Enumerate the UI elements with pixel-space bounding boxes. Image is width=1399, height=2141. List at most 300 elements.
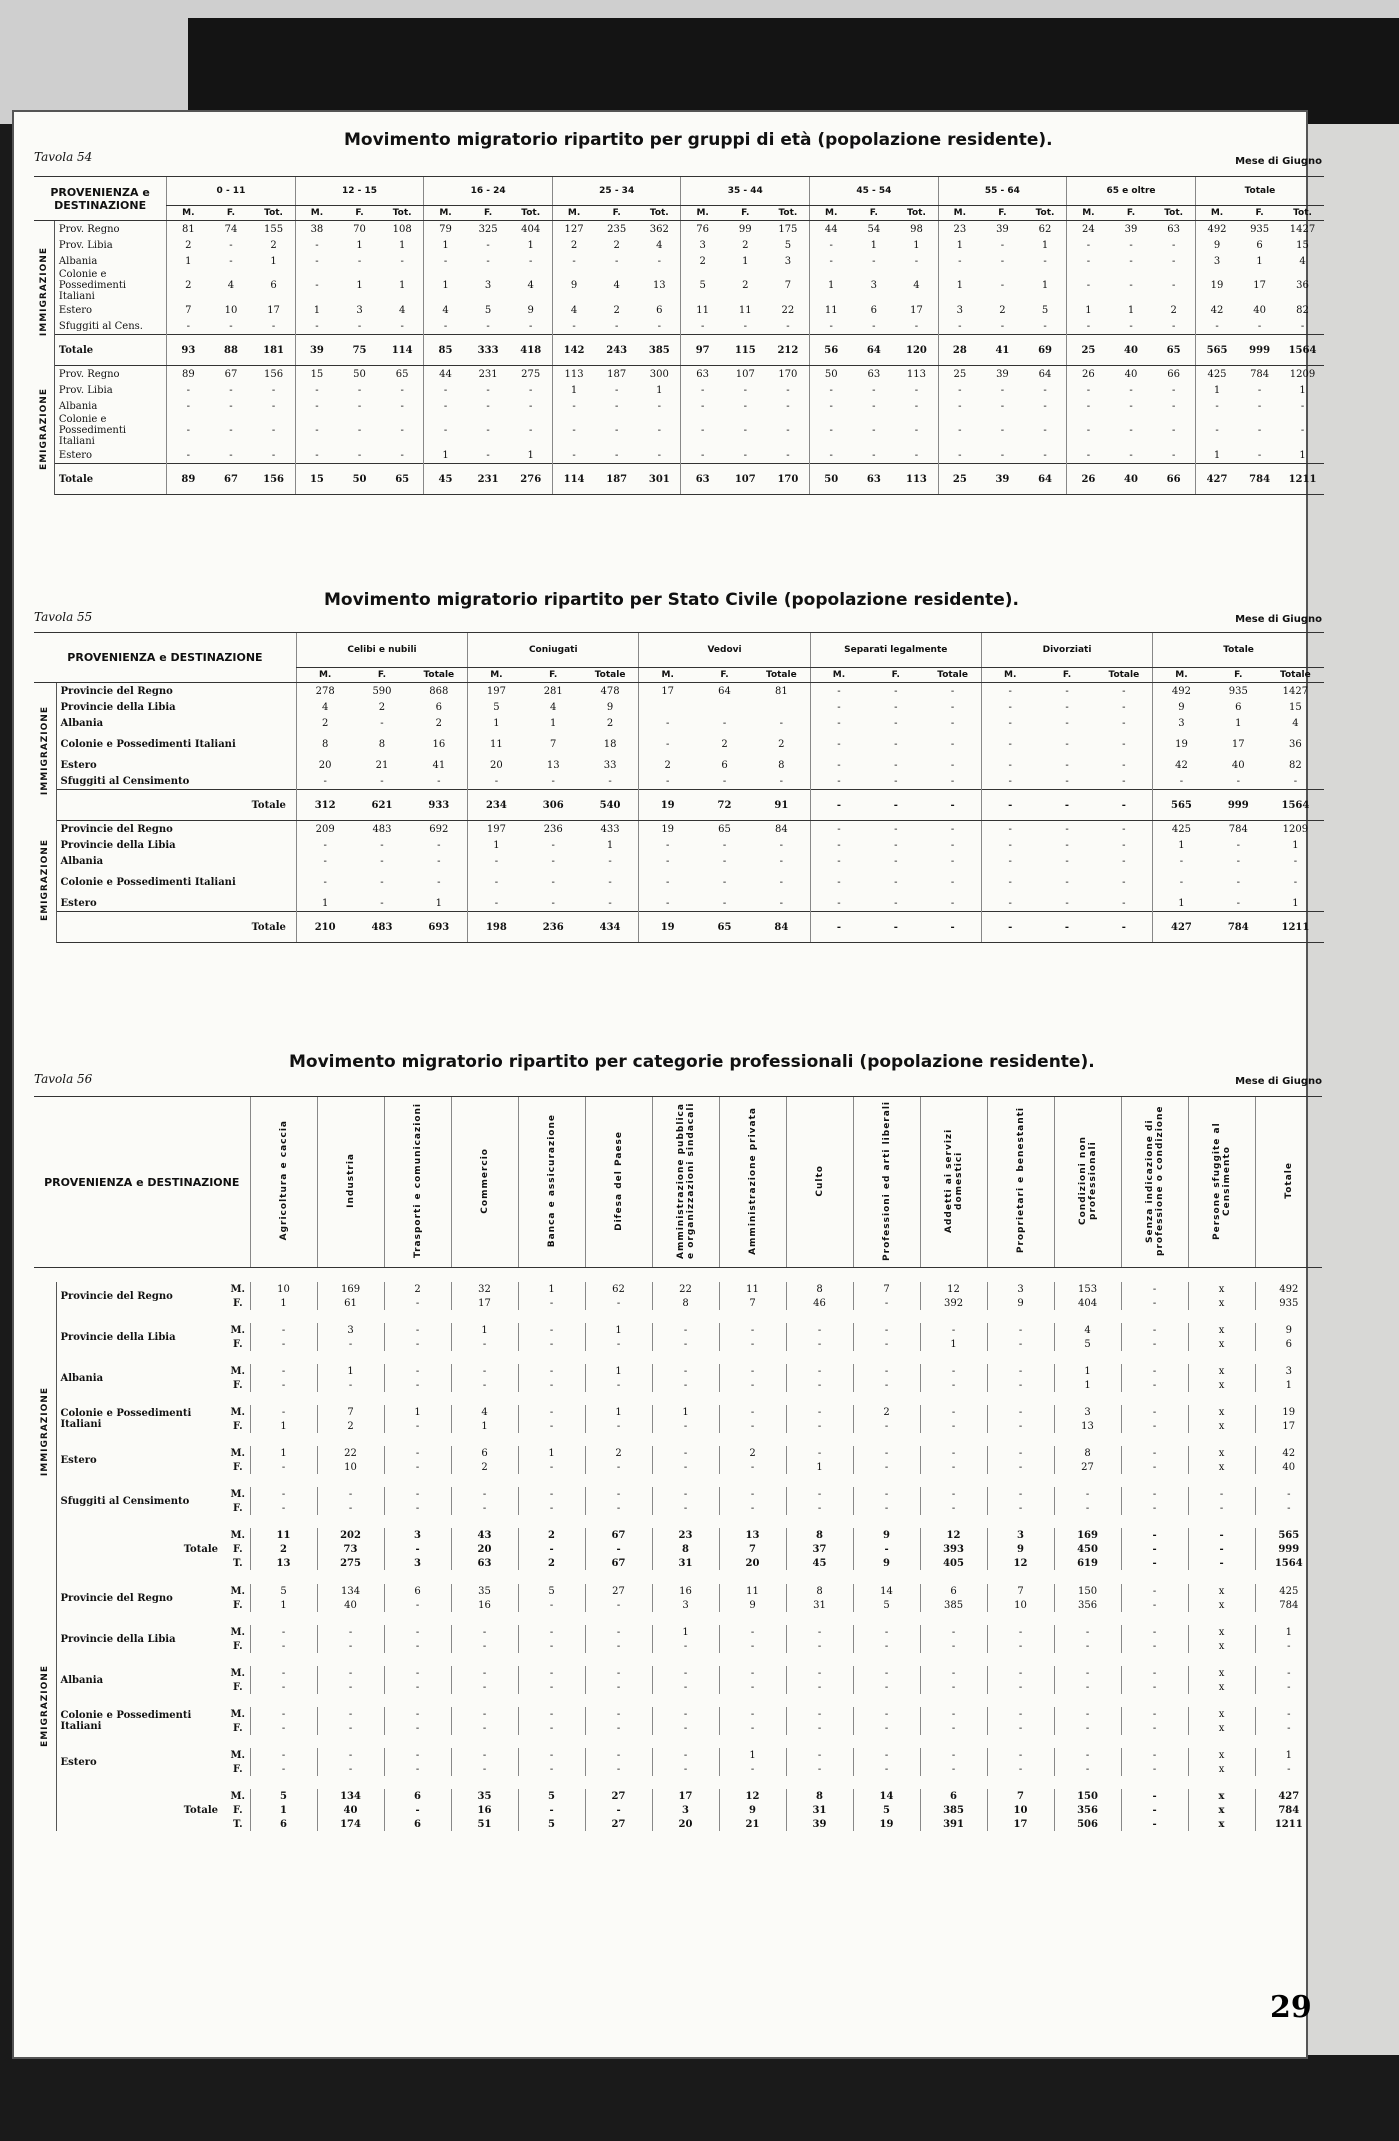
sex-subheader: M. [681, 206, 724, 221]
cell-value: 153 [1054, 1282, 1121, 1296]
cell-value: - [518, 1748, 585, 1762]
cell-value: - [585, 1296, 652, 1310]
sex-label: M. [230, 1585, 246, 1597]
cell-value: 6 [435, 701, 443, 713]
total-value: 65 [1152, 335, 1195, 366]
cell-value: - [987, 1378, 1054, 1392]
page-number: 29 [1270, 1990, 1312, 2025]
sex-label: F. [232, 1420, 243, 1432]
cell-value: - [652, 1721, 719, 1735]
sex-subheader: Totale [753, 668, 810, 683]
profession-label: Culto [814, 1164, 825, 1197]
total-value: 89 [167, 464, 210, 495]
cell-value: - [1236, 897, 1240, 909]
cell-value: 784 [1250, 368, 1270, 380]
cell-value: - [585, 1666, 652, 1680]
sex-label: F. [232, 1461, 243, 1473]
cell-value: - [1121, 1748, 1188, 1762]
cell-value: 1 [1255, 1378, 1322, 1392]
cell-value: - [950, 759, 955, 771]
total-value: - [867, 790, 924, 821]
cell-value: - [1293, 775, 1298, 787]
cell-value: - [786, 449, 790, 461]
cell-value: 1 [913, 239, 920, 251]
cell-value: 19 [1195, 269, 1238, 302]
group-label: EMIGRAZIONE [38, 387, 49, 470]
cell-value: - [1043, 400, 1047, 412]
cell-value: 2 [585, 1446, 652, 1460]
total-value: 28 [938, 335, 981, 366]
cell-value: - [1122, 823, 1126, 835]
total-value: 427 [1255, 1789, 1322, 1803]
cell-value: 50 [810, 366, 853, 383]
cell-value: - [987, 1337, 1054, 1351]
total-value: 234 [468, 790, 525, 821]
table-row [34, 1666, 1324, 1680]
scan-left-border [0, 124, 12, 2141]
cell-value: 25 [938, 366, 981, 383]
total-value: 41 [981, 335, 1024, 366]
cell-value: - [229, 449, 233, 461]
total-value: 107 [724, 464, 767, 495]
cell-value: - [920, 1446, 987, 1460]
cell-value: - [1000, 320, 1005, 332]
sex-label: F. [232, 1722, 243, 1734]
cell-value: - [981, 837, 1038, 853]
cell-value: 27 [585, 1584, 652, 1598]
cell-value: - [1293, 855, 1298, 867]
profession-label: Agricoltura e caccia [278, 1120, 289, 1241]
cell-value: - [920, 1680, 987, 1694]
cell-value: 19 [639, 821, 696, 838]
sex-subheader: Totale [1096, 668, 1153, 683]
cell-value: 63 [867, 368, 881, 380]
cell-value: 7 [987, 1584, 1054, 1598]
cell-value: 8 [778, 759, 785, 771]
cell-value: 17 [451, 1296, 518, 1310]
total-value: 31 [786, 1803, 853, 1817]
table-row [34, 1639, 1324, 1653]
cell-value: 187 [607, 368, 627, 380]
cell-value: 11 [681, 302, 724, 318]
total-label: Totale [183, 1543, 218, 1555]
cell-value: 1 [356, 239, 363, 251]
cell-value: - [468, 895, 525, 912]
cell-value: 1 [527, 239, 534, 251]
cell-value: - [250, 1364, 317, 1378]
total-value: 67 [210, 464, 253, 495]
sex-subheader: F. [353, 668, 410, 683]
cell-value: - [810, 853, 867, 869]
cell-value: - [1054, 1748, 1121, 1762]
cell-value: - [250, 1501, 317, 1515]
cell-value: - [920, 1364, 987, 1378]
cell-value: - [920, 1748, 987, 1762]
total-value: 933 [411, 790, 468, 821]
total-value: 3 [384, 1528, 451, 1542]
cell-value: 8 [786, 1584, 853, 1598]
cell-value: - [229, 255, 233, 267]
cell-value: 425 [1255, 1584, 1322, 1598]
cell-value: 1 [398, 280, 406, 291]
cell-value: - [518, 1364, 585, 1378]
cell-value: - [384, 1296, 451, 1310]
cell-value: - [1065, 876, 1069, 888]
total-value: 391 [920, 1817, 987, 1831]
total-value: - [1121, 1817, 1188, 1831]
cell-value: - [810, 683, 867, 700]
cell-value: - [451, 1762, 518, 1776]
cell-value: - [722, 717, 727, 729]
table-row [34, 1282, 1324, 1296]
cell-value: 2 [451, 1460, 518, 1474]
total-value: 21 [719, 1817, 786, 1831]
sex-subheader: M. [1195, 206, 1238, 221]
profession-header [451, 1097, 518, 1268]
profession-header [652, 1097, 719, 1268]
cell-value: 3 [1195, 253, 1238, 269]
cell-value: - [853, 1460, 920, 1474]
table-row [34, 269, 1324, 302]
cell-value: 7 [550, 738, 557, 750]
sex-subheader: Tot. [1152, 206, 1195, 221]
total-value: 51 [451, 1817, 518, 1831]
cell-value: 9 [719, 1598, 786, 1612]
cell-value: - [1121, 1419, 1188, 1433]
cell-value: - [779, 717, 784, 729]
total-value: 483 [353, 912, 410, 943]
age-group-header: 35 - 44 [681, 177, 810, 206]
sex-label: M. [230, 1283, 246, 1295]
profession-header [786, 1097, 853, 1268]
sex-subheader: F. [981, 206, 1024, 221]
cell-value: - [987, 1762, 1054, 1776]
sex-subheader: F. [467, 206, 510, 221]
cell-value: - [608, 775, 612, 787]
cell-value: - [987, 1680, 1054, 1694]
cell-value: 20 [468, 757, 525, 773]
cell-value: 935 [1228, 685, 1248, 697]
cell-value: 935 [1250, 223, 1270, 235]
sex-label: M. [230, 1626, 246, 1638]
cell-value: - [853, 1721, 920, 1735]
cell-value: 1 [250, 1419, 317, 1433]
cell-value: 1 [527, 449, 534, 461]
cell-value: 7 [784, 280, 792, 291]
cell-value: - [920, 1501, 987, 1515]
cell-value: 170 [778, 368, 798, 380]
total-value: - [1038, 790, 1095, 821]
cell-value: - [400, 449, 404, 461]
cell-value: - [615, 255, 619, 267]
cell-value: - [1067, 318, 1110, 335]
cell-value: - [1257, 425, 1262, 436]
total-value: 13 [250, 1556, 317, 1570]
cell-value: 44 [810, 221, 853, 238]
cell-value: - [317, 1721, 384, 1735]
cell-value: 1 [1255, 1625, 1322, 1639]
cell-value: - [1122, 759, 1126, 771]
cell-value: - [894, 855, 898, 867]
cell-value: 1 [1067, 302, 1110, 318]
cell-value: - [1121, 1707, 1188, 1721]
cell-value: - [424, 414, 467, 447]
cell-value: - [1054, 1487, 1121, 1501]
cell-value: 84 [774, 823, 788, 835]
cell-value: - [853, 1364, 920, 1378]
cell-value: - [853, 1337, 920, 1351]
cell-value: - [1065, 839, 1069, 851]
cell-value: - [743, 449, 747, 461]
cell-value: 17 [639, 683, 696, 700]
sex-subheader: M. [167, 206, 210, 221]
cell-value: - [1122, 897, 1126, 909]
cell-value: 1 [1054, 1378, 1121, 1392]
sex-subheader: M. [639, 668, 696, 683]
table-row [34, 1405, 1324, 1419]
table-55-number: Tavola 55 [34, 610, 93, 624]
total-value: - [1188, 1542, 1255, 1556]
cell-value: 33 [603, 759, 617, 771]
cell-value: - [468, 853, 525, 869]
cell-value: - [271, 320, 276, 332]
cell-value: 6 [1235, 701, 1242, 713]
cell-value: - [920, 1625, 987, 1639]
cell-value: - [987, 1625, 1054, 1639]
cell-value: 4 [1054, 1323, 1121, 1337]
cell-value: 2 [613, 239, 620, 251]
cell-value: 67 [224, 368, 238, 380]
cell-value: - [938, 253, 981, 269]
corner-header: PROVENIENZA e DESTINAZIONE [34, 1097, 250, 1268]
total-value: 142 [552, 335, 595, 366]
cell-value: - [938, 414, 981, 447]
cell-value: - [1171, 255, 1176, 267]
cell-value: 356 [1054, 1598, 1121, 1612]
total-value: 120 [895, 335, 938, 366]
cell-value: - [518, 1707, 585, 1721]
row-label: Albania [58, 400, 98, 412]
cell-value: 9 [1153, 699, 1210, 715]
table-row [34, 1598, 1324, 1612]
cell-value: - [786, 384, 790, 396]
sex-subheader: M. [468, 668, 525, 683]
cell-value: 3 [652, 1598, 719, 1612]
cell-value: - [1121, 1460, 1188, 1474]
total-value: 3 [987, 1528, 1054, 1542]
total-value: - [518, 1803, 585, 1817]
cell-value: 3 [784, 255, 792, 267]
total-value: - [1188, 1556, 1255, 1570]
cell-value: 5 [1041, 304, 1049, 316]
cell-value: - [585, 1625, 652, 1639]
cell-value: 20 [296, 757, 353, 773]
cell-value: - [1121, 1680, 1188, 1694]
cell-value: - [920, 1487, 987, 1501]
cell-value: - [1000, 384, 1005, 396]
cell-value: 492 [1255, 1282, 1322, 1296]
cell-value: - [914, 425, 919, 436]
cell-value: - [317, 1707, 384, 1721]
cell-value: 1 [870, 239, 878, 251]
cell-value: 1 [250, 1598, 317, 1612]
cell-value: 3 [1153, 715, 1210, 731]
cell-value: 63 [681, 366, 724, 383]
sex-subheader: M. [1153, 668, 1210, 683]
cell-value: 46 [786, 1296, 853, 1310]
cell-value: - [950, 876, 955, 888]
sex-label: F. [232, 1338, 243, 1350]
sex-subheader: F. [724, 206, 767, 221]
cell-value: - [920, 1460, 987, 1474]
cell-value: - [357, 400, 362, 412]
cell-value: - [451, 1707, 518, 1721]
cell-value: - [920, 1323, 987, 1337]
sex-label: M. [230, 1790, 246, 1802]
cell-value: - [1121, 1378, 1188, 1392]
cell-value: 32 [451, 1282, 518, 1296]
cell-value: - [384, 1748, 451, 1762]
total-row [34, 1542, 1324, 1556]
cell-value: 281 [543, 685, 563, 697]
cell-value: - [380, 775, 384, 787]
cell-value: - [518, 1639, 585, 1653]
table-55-section [34, 582, 1324, 1042]
cell-value: - [1129, 400, 1133, 412]
total-value: 13 [719, 1528, 786, 1542]
table-54-section [34, 120, 1324, 580]
cell-value: 2 [552, 237, 595, 253]
cell-value: - [722, 897, 727, 909]
cell-value: 89 [167, 366, 210, 383]
cell-value: 17 [1253, 280, 1266, 291]
cell-value: - [786, 1337, 853, 1351]
cell-value: - [1067, 414, 1110, 447]
age-group-header: 16 - 24 [424, 177, 553, 206]
sex-subheader: F. [525, 668, 582, 683]
cell-value: - [657, 255, 661, 267]
cell-value: - [437, 855, 441, 867]
cell-value: 66 [1167, 368, 1180, 380]
table-row [34, 1296, 1324, 1310]
cell-value: 1 [1255, 1748, 1322, 1762]
cell-value: 64 [718, 685, 731, 697]
cell-value: - [1065, 717, 1069, 729]
table-54 [34, 176, 1324, 495]
total-value: 1211 [1255, 1817, 1322, 1831]
cell-value: - [981, 683, 1038, 700]
cell-value: 17 [1255, 1419, 1322, 1433]
total-value: 385 [638, 335, 681, 366]
total-value: 63 [852, 464, 895, 495]
cell-value: - [1067, 398, 1110, 414]
cell-value: 1 [1153, 895, 1210, 912]
total-value: 8 [652, 1542, 719, 1556]
total-value: 12 [920, 1528, 987, 1542]
table-row [34, 1323, 1324, 1337]
cell-value: - [384, 1501, 451, 1515]
cell-value: - [1043, 449, 1047, 461]
cell-value: 425 [1195, 366, 1238, 383]
cell-value: - [295, 398, 338, 414]
total-value: 565 [1255, 1528, 1322, 1542]
cell-value: 18 [603, 738, 617, 750]
sex-label: M. [230, 1667, 246, 1679]
cell-value: - [950, 717, 955, 729]
cell-value: - [681, 447, 724, 464]
profession-header [987, 1097, 1054, 1268]
cell-value: 235 [607, 223, 627, 235]
total-value: 50 [338, 464, 381, 495]
cell-value: - [719, 1501, 786, 1515]
cell-value: - [657, 425, 661, 436]
cell-value: - [1188, 1487, 1255, 1501]
cell-value: 1 [317, 1364, 384, 1378]
table-row [34, 683, 1324, 700]
total-value: - [853, 1542, 920, 1556]
cell-value: - [250, 1707, 317, 1721]
cell-value: - [786, 1748, 853, 1762]
profession-header [384, 1097, 451, 1268]
row-label: Provincie della Libia [60, 1633, 176, 1645]
cell-value: 4 [424, 302, 467, 318]
cell-value: 433 [600, 823, 620, 835]
cell-value: - [1129, 384, 1133, 396]
cell-value: - [853, 1487, 920, 1501]
sex-subheader: Totale [582, 668, 639, 683]
total-value: 16 [451, 1803, 518, 1817]
cell-value: - [950, 685, 955, 697]
total-value: 619 [1054, 1556, 1121, 1570]
cell-value: - [229, 320, 233, 332]
cell-value: 63 [1167, 223, 1180, 235]
cell-value: - [1122, 685, 1126, 697]
total-value: x [1188, 1803, 1255, 1817]
cell-value: - [518, 1762, 585, 1776]
cell-value: - [271, 400, 276, 412]
cell-value: 1 [451, 1419, 518, 1433]
total-value: 784 [1238, 464, 1281, 495]
cell-value: - [652, 1762, 719, 1776]
total-label: Totale [56, 790, 296, 821]
total-value: 540 [582, 790, 639, 821]
cell-value: - [1122, 738, 1126, 750]
cell-value: - [894, 876, 898, 888]
cell-value: - [1121, 1762, 1188, 1776]
cell-value: 9 [527, 304, 534, 316]
cell-value: - [981, 699, 1038, 715]
cell-value: - [652, 1364, 719, 1378]
sex-subheader: M. [938, 206, 981, 221]
cell-value: - [271, 449, 276, 461]
cell-value: - [743, 320, 747, 332]
profession-label: Persone sfuggite al Censimento [1211, 1121, 1232, 1240]
cell-value: 127 [552, 221, 595, 238]
cell-value: 12 [920, 1282, 987, 1296]
total-value: 75 [338, 335, 381, 366]
total-row [34, 1556, 1324, 1570]
cell-value: 54 [867, 223, 881, 235]
total-value: 385 [920, 1803, 987, 1817]
cell-value: 82 [1289, 759, 1302, 771]
cell-value: - [1067, 269, 1110, 302]
cell-value: - [1065, 759, 1069, 771]
cell-value: - [1121, 1666, 1188, 1680]
cell-value: - [1236, 855, 1240, 867]
cell-value: - [719, 1666, 786, 1680]
row-label: Colonie e Possedimenti Italiani [60, 1710, 192, 1732]
cell-value: - [529, 255, 533, 267]
